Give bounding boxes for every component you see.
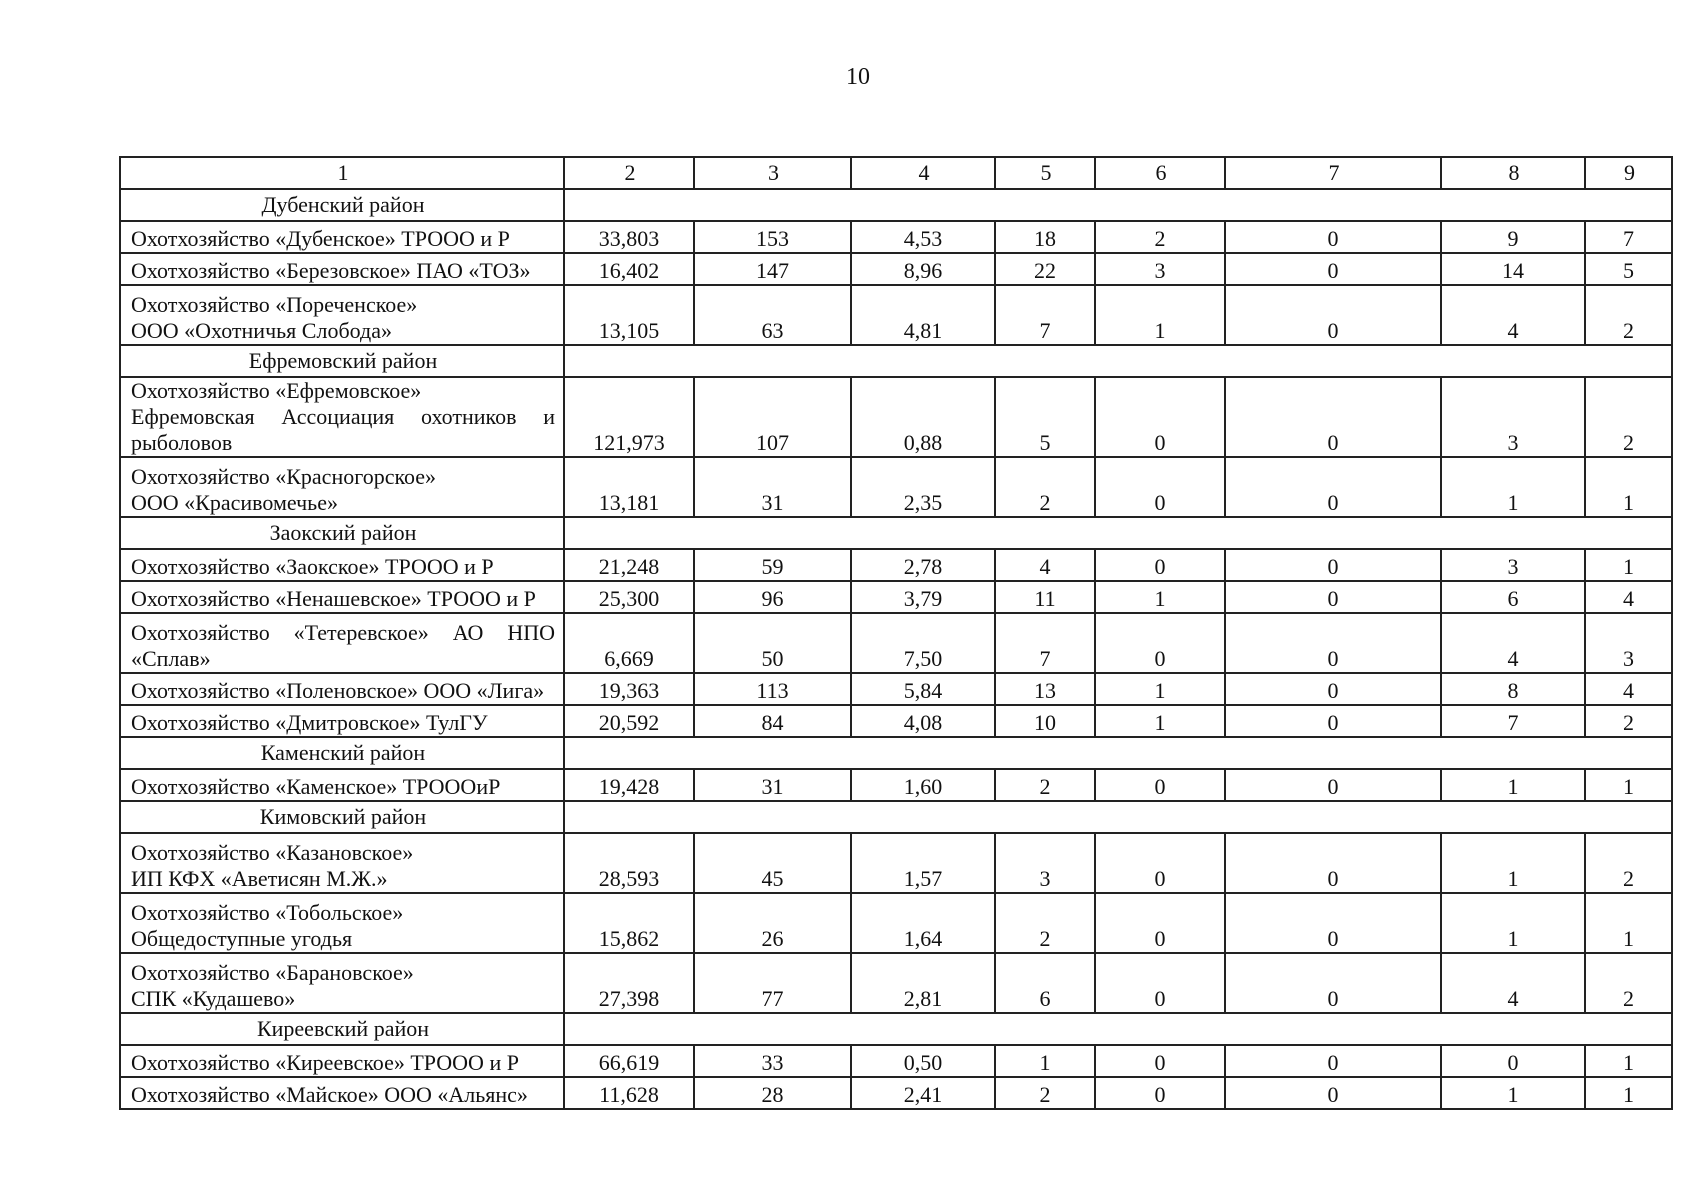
column-number: 3 (694, 157, 851, 189)
table-row (120, 377, 1672, 457)
value-cell-col-6: 0 (1095, 1077, 1225, 1109)
value-cell-col-3: 59 (694, 549, 851, 581)
value-cell-col-9: 2 (1585, 285, 1672, 345)
value-cell-col-5: 1 (995, 1045, 1095, 1077)
value-cell-col-6: 1 (1095, 705, 1225, 737)
hunting-ground-name: Охотхозяйство «Барановское» СПК «Кудашево» (131, 960, 414, 1011)
table-row (120, 953, 1672, 1013)
value-cell-col-4: 0,50 (851, 1045, 995, 1077)
hunting-ground-name-cell (120, 285, 564, 345)
value-cell-col-7: 0 (1225, 769, 1441, 801)
column-number: 7 (1225, 157, 1441, 189)
value-cell-col-6: 1 (1095, 581, 1225, 613)
value-cell-col-7: 0 (1225, 893, 1441, 953)
district-name: Каменский район (120, 737, 564, 769)
hunting-ground-name: Охотхозяйство «Тетеревское» АО НПО «Сплав» (131, 620, 555, 671)
value-cell-col-3: 107 (694, 377, 851, 457)
value-cell-col-4: 3,79 (851, 581, 995, 613)
table-row (120, 221, 1672, 253)
value-cell-col-4: 2,78 (851, 549, 995, 581)
value-cell-col-3: 153 (694, 221, 851, 253)
value-cell-col-8: 3 (1441, 377, 1585, 457)
value-cell-col-4: 5,84 (851, 673, 995, 705)
hunting-ground-name: Охотхозяйство «Майское» ООО «Альянс» (131, 1082, 528, 1107)
hunting-ground-name: Охотхозяйство «Казановское» ИП КФХ «Аветисян М.Ж.» (131, 840, 414, 891)
value-cell-col-7: 0 (1225, 705, 1441, 737)
table-row (120, 613, 1672, 673)
district-row (120, 517, 1672, 549)
value-cell-col-5: 18 (995, 221, 1095, 253)
district-name: Дубенский район (120, 189, 564, 221)
value-cell-col-8: 1 (1441, 833, 1585, 893)
value-cell-col-6: 0 (1095, 953, 1225, 1013)
value-cell-col-5: 11 (995, 581, 1095, 613)
district-name: Кимовский район (120, 801, 564, 833)
district-row (120, 345, 1672, 377)
value-cell-col-4: 1,64 (851, 893, 995, 953)
value-cell-col-6: 0 (1095, 833, 1225, 893)
value-cell-col-5: 2 (995, 893, 1095, 953)
value-cell-col-7: 0 (1225, 549, 1441, 581)
value-cell-col-3: 84 (694, 705, 851, 737)
hunting-ground-name: Охотхозяйство «Красногорское» ООО «Красивомечье» (131, 464, 437, 515)
value-cell-col-7: 0 (1225, 285, 1441, 345)
value-cell-col-8: 7 (1441, 705, 1585, 737)
hunting-ground-name-cell (120, 221, 564, 253)
hunting-ground-name: Охотхозяйство «Каменское» ТРОООиР (131, 774, 501, 799)
value-cell-col-6: 3 (1095, 253, 1225, 285)
hunting-ground-name: Охотхозяйство «Ефремовское» Ефремовская Ассоциация охотников и рыболовов (131, 378, 555, 455)
value-cell-col-8: 1 (1441, 769, 1585, 801)
hunting-ground-name-cell (120, 581, 564, 613)
table-row (120, 1045, 1672, 1077)
value-cell-col-9: 2 (1585, 833, 1672, 893)
value-cell-col-2: 16,402 (564, 253, 694, 285)
value-cell-col-9: 5 (1585, 253, 1672, 285)
value-cell-col-4: 1,60 (851, 769, 995, 801)
district-row (120, 737, 1672, 769)
column-number: 6 (1095, 157, 1225, 189)
value-cell-col-8: 1 (1441, 457, 1585, 517)
value-cell-col-9: 7 (1585, 221, 1672, 253)
value-cell-col-5: 5 (995, 377, 1095, 457)
value-cell-col-5: 7 (995, 285, 1095, 345)
value-cell-col-8: 6 (1441, 581, 1585, 613)
hunting-ground-name-cell (120, 1045, 564, 1077)
value-cell-col-7: 0 (1225, 457, 1441, 517)
value-cell-col-6: 0 (1095, 549, 1225, 581)
value-cell-col-9: 1 (1585, 549, 1672, 581)
value-cell-col-4: 4,81 (851, 285, 995, 345)
value-cell-col-2: 20,592 (564, 705, 694, 737)
hunting-ground-name-cell (120, 705, 564, 737)
value-cell-col-3: 77 (694, 953, 851, 1013)
value-cell-col-6: 0 (1095, 893, 1225, 953)
value-cell-col-2: 25,300 (564, 581, 694, 613)
value-cell-col-7: 0 (1225, 253, 1441, 285)
district-empty-cell (564, 345, 1672, 377)
column-number: 4 (851, 157, 995, 189)
hunting-ground-name-cell (120, 953, 564, 1013)
value-cell-col-5: 22 (995, 253, 1095, 285)
value-cell-col-4: 4,08 (851, 705, 995, 737)
value-cell-col-9: 3 (1585, 613, 1672, 673)
value-cell-col-7: 0 (1225, 613, 1441, 673)
column-number: 1 (120, 157, 564, 189)
hunting-ground-name: Охотхозяйство «Тобольское» Общедоступные угодья (131, 900, 404, 951)
hunting-ground-name: Охотхозяйство «Киреевское» ТРООО и Р (131, 1050, 519, 1075)
hunting-ground-name: Охотхозяйство «Березовское» ПАО «ТОЗ» (131, 258, 531, 283)
district-name: Заокский район (120, 517, 564, 549)
value-cell-col-9: 1 (1585, 457, 1672, 517)
table-row (120, 253, 1672, 285)
value-cell-col-3: 28 (694, 1077, 851, 1109)
district-empty-cell (564, 801, 1672, 833)
value-cell-col-3: 45 (694, 833, 851, 893)
value-cell-col-9: 1 (1585, 1077, 1672, 1109)
hunting-ground-name-cell (120, 613, 564, 673)
value-cell-col-3: 50 (694, 613, 851, 673)
hunting-ground-name: Охотхозяйство «Заокское» ТРООО и Р (131, 554, 494, 579)
hunting-ground-name-cell (120, 253, 564, 285)
value-cell-col-7: 0 (1225, 673, 1441, 705)
value-cell-col-3: 147 (694, 253, 851, 285)
column-number-row (120, 157, 1672, 189)
value-cell-col-5: 2 (995, 1077, 1095, 1109)
value-cell-col-4: 4,53 (851, 221, 995, 253)
value-cell-col-8: 3 (1441, 549, 1585, 581)
value-cell-col-8: 4 (1441, 613, 1585, 673)
value-cell-col-9: 1 (1585, 893, 1672, 953)
district-empty-cell (564, 737, 1672, 769)
column-number: 2 (564, 157, 694, 189)
value-cell-col-5: 6 (995, 953, 1095, 1013)
value-cell-col-7: 0 (1225, 581, 1441, 613)
value-cell-col-3: 63 (694, 285, 851, 345)
value-cell-col-6: 1 (1095, 673, 1225, 705)
value-cell-col-6: 0 (1095, 613, 1225, 673)
value-cell-col-2: 66,619 (564, 1045, 694, 1077)
hunting-ground-name: Охотхозяйство «Дмитровское» ТулГУ (131, 710, 488, 735)
page-number: 10 (846, 64, 870, 90)
value-cell-col-5: 13 (995, 673, 1095, 705)
hunting-ground-name-cell (120, 457, 564, 517)
value-cell-col-8: 8 (1441, 673, 1585, 705)
value-cell-col-5: 3 (995, 833, 1095, 893)
value-cell-col-4: 1,57 (851, 833, 995, 893)
value-cell-col-6: 0 (1095, 377, 1225, 457)
value-cell-col-3: 96 (694, 581, 851, 613)
district-row (120, 189, 1672, 221)
value-cell-col-8: 9 (1441, 221, 1585, 253)
value-cell-col-6: 0 (1095, 457, 1225, 517)
value-cell-col-7: 0 (1225, 953, 1441, 1013)
value-cell-col-5: 4 (995, 549, 1095, 581)
value-cell-col-8: 14 (1441, 253, 1585, 285)
district-empty-cell (564, 189, 1672, 221)
district-empty-cell (564, 1013, 1672, 1045)
value-cell-col-2: 15,862 (564, 893, 694, 953)
hunting-ground-name-cell (120, 377, 564, 457)
value-cell-col-2: 19,363 (564, 673, 694, 705)
value-cell-col-4: 2,35 (851, 457, 995, 517)
hunting-ground-name-cell (120, 833, 564, 893)
value-cell-col-9: 1 (1585, 1045, 1672, 1077)
value-cell-col-4: 0,88 (851, 377, 995, 457)
table-row (120, 457, 1672, 517)
table-row (120, 673, 1672, 705)
table-row (120, 769, 1672, 801)
value-cell-col-2: 28,593 (564, 833, 694, 893)
value-cell-col-9: 4 (1585, 581, 1672, 613)
value-cell-col-4: 2,81 (851, 953, 995, 1013)
value-cell-col-8: 1 (1441, 893, 1585, 953)
value-cell-col-9: 2 (1585, 953, 1672, 1013)
value-cell-col-2: 6,669 (564, 613, 694, 673)
value-cell-col-2: 121,973 (564, 377, 694, 457)
hunting-ground-name-cell (120, 769, 564, 801)
table-row (120, 549, 1672, 581)
value-cell-col-8: 4 (1441, 953, 1585, 1013)
value-cell-col-2: 21,248 (564, 549, 694, 581)
value-cell-col-6: 0 (1095, 1045, 1225, 1077)
district-name: Ефремовский район (120, 345, 564, 377)
value-cell-col-9: 1 (1585, 769, 1672, 801)
district-row (120, 1013, 1672, 1045)
value-cell-col-7: 0 (1225, 377, 1441, 457)
value-cell-col-3: 31 (694, 457, 851, 517)
value-cell-col-8: 0 (1441, 1045, 1585, 1077)
value-cell-col-5: 2 (995, 457, 1095, 517)
value-cell-col-7: 0 (1225, 1045, 1441, 1077)
table-body (120, 157, 1672, 1109)
value-cell-col-8: 1 (1441, 1077, 1585, 1109)
value-cell-col-3: 31 (694, 769, 851, 801)
value-cell-col-9: 2 (1585, 377, 1672, 457)
hunting-ground-name-cell (120, 893, 564, 953)
value-cell-col-8: 4 (1441, 285, 1585, 345)
district-name: Киреевский район (120, 1013, 564, 1045)
value-cell-col-7: 0 (1225, 833, 1441, 893)
table-row (120, 893, 1672, 953)
value-cell-col-5: 7 (995, 613, 1095, 673)
hunting-ground-name: Охотхозяйство «Ненашевское» ТРООО и Р (131, 586, 536, 611)
hunting-grounds-table (119, 156, 1673, 1110)
hunting-ground-name: Охотхозяйство «Пореченское» ООО «Охотничья Слобода» (131, 292, 418, 343)
table-row (120, 285, 1672, 345)
value-cell-col-9: 2 (1585, 705, 1672, 737)
value-cell-col-9: 4 (1585, 673, 1672, 705)
value-cell-col-2: 19,428 (564, 769, 694, 801)
value-cell-col-6: 0 (1095, 769, 1225, 801)
value-cell-col-7: 0 (1225, 1077, 1441, 1109)
value-cell-col-2: 13,181 (564, 457, 694, 517)
table-row (120, 705, 1672, 737)
hunting-ground-name-cell (120, 549, 564, 581)
hunting-ground-name-cell (120, 1077, 564, 1109)
value-cell-col-7: 0 (1225, 221, 1441, 253)
value-cell-col-4: 7,50 (851, 613, 995, 673)
hunting-ground-name-cell (120, 673, 564, 705)
value-cell-col-2: 27,398 (564, 953, 694, 1013)
table-row (120, 1077, 1672, 1109)
column-number: 8 (1441, 157, 1585, 189)
value-cell-col-6: 1 (1095, 285, 1225, 345)
value-cell-col-6: 2 (1095, 221, 1225, 253)
table-row (120, 581, 1672, 613)
hunting-ground-name: Охотхозяйство «Поленовское» ООО «Лига» (131, 678, 545, 703)
district-empty-cell (564, 517, 1672, 549)
value-cell-col-5: 10 (995, 705, 1095, 737)
value-cell-col-2: 13,105 (564, 285, 694, 345)
value-cell-col-4: 8,96 (851, 253, 995, 285)
value-cell-col-3: 33 (694, 1045, 851, 1077)
column-number: 5 (995, 157, 1095, 189)
hunting-ground-name: Охотхозяйство «Дубенское» ТРООО и Р (131, 226, 510, 251)
value-cell-col-3: 26 (694, 893, 851, 953)
district-row (120, 801, 1672, 833)
value-cell-col-3: 113 (694, 673, 851, 705)
value-cell-col-4: 2,41 (851, 1077, 995, 1109)
value-cell-col-2: 33,803 (564, 221, 694, 253)
value-cell-col-5: 2 (995, 769, 1095, 801)
column-number: 9 (1585, 157, 1672, 189)
value-cell-col-2: 11,628 (564, 1077, 694, 1109)
table-row (120, 833, 1672, 893)
